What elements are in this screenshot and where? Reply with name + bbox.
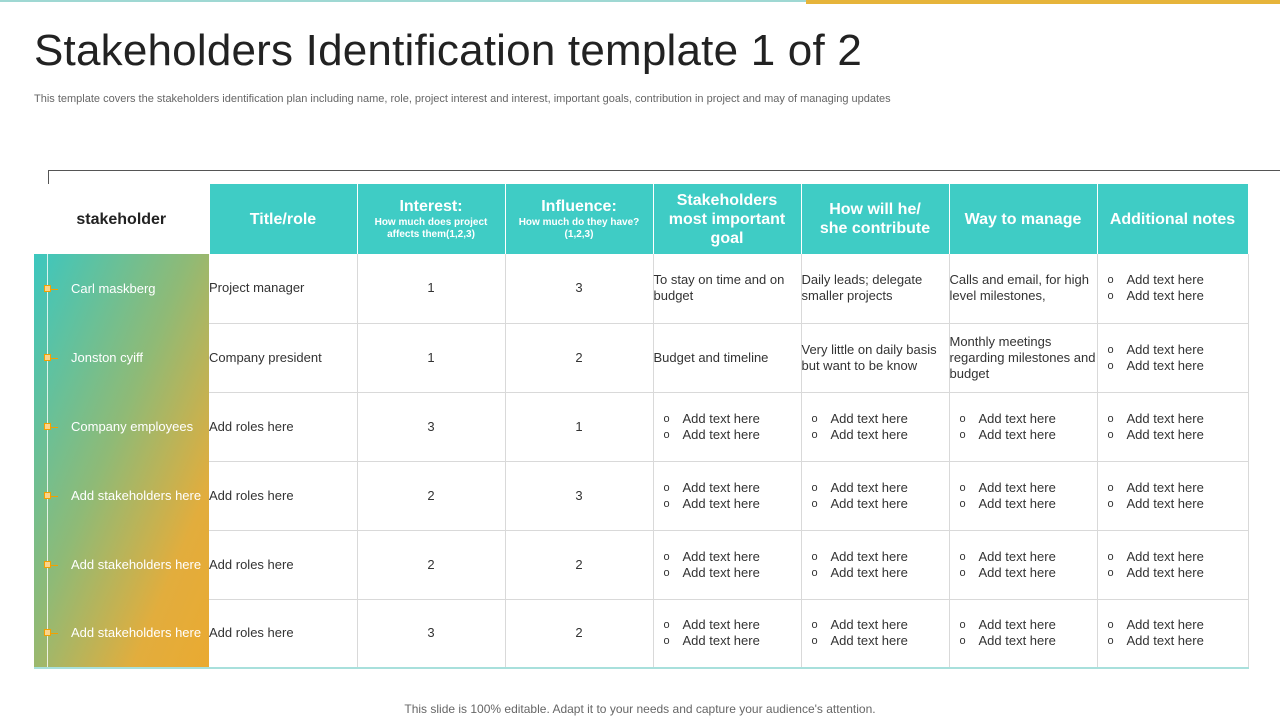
bullet-list xyxy=(654,480,801,512)
bullet-text: Add text here xyxy=(1126,564,1204,580)
bullet-circle-icon: o xyxy=(959,635,966,648)
stakeholder-name: Add stakeholders here xyxy=(71,556,202,572)
bullet-circle-icon: o xyxy=(663,497,670,510)
table-row xyxy=(34,530,1248,599)
bullet-text: Add text here xyxy=(682,410,760,426)
bullet-text: Add text here xyxy=(830,548,908,564)
timeline-connector xyxy=(51,496,58,497)
bullet-circle-icon: o xyxy=(811,619,818,632)
bullet-circle-icon: o xyxy=(1107,566,1114,579)
header-goal: Stakeholders most important goal xyxy=(653,184,801,254)
bullet-text: Add text here xyxy=(978,410,1056,426)
contribute-cell xyxy=(801,530,949,599)
role-cell: Add roles here xyxy=(209,599,357,668)
contribute-cell xyxy=(801,461,949,530)
manage-cell xyxy=(949,530,1097,599)
interest-cell: 2 xyxy=(357,461,505,530)
bullet-item xyxy=(664,565,795,581)
page-title: Stakeholders Identification template 1 of 2 xyxy=(34,26,862,75)
role-cell: Company president xyxy=(209,323,357,392)
bullet-item xyxy=(960,617,1091,633)
table-row xyxy=(34,392,1248,461)
bullet-text: Add text here xyxy=(1126,426,1204,442)
interest-cell: 3 xyxy=(357,599,505,668)
bullet-circle-icon: o xyxy=(811,635,818,648)
header-influence-label: Influence: xyxy=(541,198,617,215)
contribute-cell: Daily leads; delegate smaller projects xyxy=(801,254,949,323)
influence-cell: 1 xyxy=(505,392,653,461)
influence-cell: 2 xyxy=(505,599,653,668)
bullet-item xyxy=(812,633,943,649)
bullet-circle-icon: o xyxy=(663,550,670,563)
bullet-text: Add text here xyxy=(830,564,908,580)
interest-cell: 3 xyxy=(357,392,505,461)
bullet-item xyxy=(960,565,1091,581)
bullet-list xyxy=(654,411,801,443)
notes-cell xyxy=(1097,323,1248,392)
bullet-circle-icon: o xyxy=(663,619,670,632)
bullet-circle-icon: o xyxy=(811,566,818,579)
bullet-item xyxy=(812,549,943,565)
bullet-item xyxy=(664,427,795,443)
notes-cell xyxy=(1097,254,1248,323)
table-row xyxy=(34,323,1248,392)
bullet-text: Add text here xyxy=(978,479,1056,495)
bullet-text: Add text here xyxy=(830,410,908,426)
contribute-cell xyxy=(801,599,949,668)
bullet-circle-icon: o xyxy=(1107,359,1114,372)
bullet-circle-icon: o xyxy=(1107,428,1114,441)
stakeholder-cell xyxy=(34,599,209,668)
bullet-list xyxy=(802,549,949,581)
bullet-circle-icon: o xyxy=(1107,635,1114,648)
bullet-item xyxy=(812,411,943,427)
bullet-text: Add text here xyxy=(978,495,1056,511)
bullet-circle-icon: o xyxy=(1107,497,1114,510)
bullet-item xyxy=(1108,427,1242,443)
goal-cell: To stay on time and on budget xyxy=(653,254,801,323)
bullet-list xyxy=(802,411,949,443)
bullet-circle-icon: o xyxy=(811,412,818,425)
bullet-list xyxy=(950,549,1097,581)
bullet-text: Add text here xyxy=(1126,288,1204,304)
bullet-circle-icon: o xyxy=(959,619,966,632)
interest-cell: 2 xyxy=(357,530,505,599)
influence-cell: 2 xyxy=(505,530,653,599)
bullet-item xyxy=(664,496,795,512)
bullet-item xyxy=(960,427,1091,443)
influence-cell: 2 xyxy=(505,323,653,392)
bullet-circle-icon: o xyxy=(959,428,966,441)
header-contribute: How will he/ she contribute xyxy=(801,184,949,254)
bullet-item xyxy=(960,480,1091,496)
header-influence-sub: How much do they have?(1,2,3) xyxy=(518,217,640,240)
notes-cell xyxy=(1097,530,1248,599)
bullet-text: Add text here xyxy=(978,426,1056,442)
bullet-item xyxy=(960,633,1091,649)
goal-cell xyxy=(653,599,801,668)
bullet-text: Add text here xyxy=(978,633,1056,649)
stakeholders-table xyxy=(34,184,1249,669)
bullet-circle-icon: o xyxy=(1107,412,1114,425)
stakeholder-cell xyxy=(34,461,209,530)
table-frame-top xyxy=(48,170,1280,171)
interest-cell: 1 xyxy=(357,254,505,323)
timeline-node-icon xyxy=(44,629,51,636)
bullet-item xyxy=(960,496,1091,512)
timeline-connector xyxy=(51,633,58,634)
stakeholder-cell xyxy=(34,323,209,392)
bullet-circle-icon: o xyxy=(811,497,818,510)
bullet-circle-icon: o xyxy=(959,497,966,510)
bullet-item xyxy=(1108,633,1242,649)
bullet-text: Add text here xyxy=(1126,548,1204,564)
bullet-item xyxy=(1108,358,1242,374)
bullet-list xyxy=(802,617,949,649)
bullet-list xyxy=(654,549,801,581)
bullet-text: Add text here xyxy=(830,426,908,442)
bullet-circle-icon: o xyxy=(1107,274,1114,287)
top-accent-line-teal xyxy=(0,0,806,2)
bullet-text: Add text here xyxy=(978,617,1056,633)
page-subtitle: This template covers the stakeholders identification plan including name, role, project interest and interest, important goals, contribution in project and may of managing updates xyxy=(34,93,891,105)
timeline-connector xyxy=(51,427,58,428)
bullet-list xyxy=(1098,272,1248,304)
bullet-item xyxy=(1108,496,1242,512)
bullet-text: Add text here xyxy=(682,564,760,580)
bullet-text: Add text here xyxy=(1126,633,1204,649)
bullet-text: Add text here xyxy=(682,426,760,442)
bullet-item xyxy=(664,633,795,649)
role-cell: Add roles here xyxy=(209,530,357,599)
goal-cell xyxy=(653,461,801,530)
bullet-circle-icon: o xyxy=(1107,619,1114,632)
header-additional-notes: Additional notes xyxy=(1097,184,1248,254)
bullet-circle-icon: o xyxy=(1107,343,1114,356)
bullet-circle-icon: o xyxy=(811,481,818,494)
role-cell: Add roles here xyxy=(209,461,357,530)
timeline-node-icon xyxy=(44,285,51,292)
contribute-cell xyxy=(801,392,949,461)
bullet-item xyxy=(1108,342,1242,358)
bullet-item xyxy=(1108,288,1242,304)
bullet-circle-icon: o xyxy=(663,566,670,579)
bullet-circle-icon: o xyxy=(663,481,670,494)
bullet-item xyxy=(812,496,943,512)
stakeholder-name: Carl maskberg xyxy=(71,280,156,296)
bullet-item xyxy=(1108,565,1242,581)
bullet-text: Add text here xyxy=(1126,357,1204,373)
bullet-circle-icon: o xyxy=(959,550,966,563)
stakeholder-cell xyxy=(34,392,209,461)
header-interest-sub: How much does project affects them(1,2,3) xyxy=(374,217,488,240)
bullet-text: Add text here xyxy=(682,617,760,633)
bullet-item xyxy=(1108,617,1242,633)
notes-cell xyxy=(1097,461,1248,530)
manage-cell: Calls and email, for high level milestones, xyxy=(949,254,1097,323)
bullet-list xyxy=(1098,617,1248,649)
bullet-circle-icon: o xyxy=(959,412,966,425)
bullet-item xyxy=(1108,549,1242,565)
bullet-item xyxy=(812,427,943,443)
bullet-item xyxy=(664,549,795,565)
bullet-item xyxy=(1108,480,1242,496)
bullet-circle-icon: o xyxy=(663,635,670,648)
bullet-list xyxy=(802,480,949,512)
timeline-node-icon xyxy=(44,354,51,361)
bullet-list xyxy=(1098,342,1248,374)
manage-cell xyxy=(949,392,1097,461)
bullet-circle-icon: o xyxy=(1107,290,1114,303)
stakeholder-name: Add stakeholders here xyxy=(71,487,202,503)
role-cell: Add roles here xyxy=(209,392,357,461)
bullet-circle-icon: o xyxy=(1107,550,1114,563)
bullet-circle-icon: o xyxy=(811,550,818,563)
bullet-list xyxy=(654,617,801,649)
timeline-node-icon xyxy=(44,492,51,499)
goal-cell xyxy=(653,392,801,461)
bullet-text: Add text here xyxy=(682,479,760,495)
bullet-circle-icon: o xyxy=(1107,481,1114,494)
stakeholder-name: Add stakeholders here xyxy=(71,625,202,640)
bullet-text: Add text here xyxy=(1126,272,1204,288)
bullet-text: Add text here xyxy=(830,617,908,633)
bullet-circle-icon: o xyxy=(959,566,966,579)
contribute-cell: Very little on daily basis but want to be know xyxy=(801,323,949,392)
bullet-item xyxy=(1108,272,1242,288)
bullet-item xyxy=(1108,411,1242,427)
bullet-list xyxy=(950,480,1097,512)
bullet-list xyxy=(950,617,1097,649)
table-row xyxy=(34,599,1248,668)
table-body xyxy=(34,254,1248,668)
bullet-text: Add text here xyxy=(1126,341,1204,357)
manage-cell xyxy=(949,599,1097,668)
footer-note: This slide is 100% editable. Adapt it to your needs and capture your audience's attention. xyxy=(404,702,876,716)
bullet-text: Add text here xyxy=(978,564,1056,580)
bullet-circle-icon: o xyxy=(663,412,670,425)
bullet-text: Add text here xyxy=(682,495,760,511)
bullet-item xyxy=(960,411,1091,427)
bullet-circle-icon: o xyxy=(663,428,670,441)
header-way-to-manage: Way to manage xyxy=(949,184,1097,254)
bullet-text: Add text here xyxy=(1126,617,1204,633)
bullet-text: Add text here xyxy=(682,633,760,649)
stakeholder-cell xyxy=(34,254,209,323)
bullet-text: Add text here xyxy=(830,633,908,649)
goal-cell: Budget and timeline xyxy=(653,323,801,392)
bullet-text: Add text here xyxy=(830,479,908,495)
bullet-list xyxy=(950,411,1097,443)
influence-cell: 3 xyxy=(505,461,653,530)
header-stakeholder: stakeholder xyxy=(34,184,209,254)
manage-cell xyxy=(949,461,1097,530)
header-interest xyxy=(357,184,505,254)
goal-cell xyxy=(653,530,801,599)
notes-cell xyxy=(1097,392,1248,461)
timeline-node-icon xyxy=(44,561,51,568)
stakeholder-name: Company employees xyxy=(71,418,194,434)
timeline-connector xyxy=(51,289,58,290)
bullet-text: Add text here xyxy=(1126,479,1204,495)
stakeholder-cell xyxy=(34,530,209,599)
table-row xyxy=(34,254,1248,323)
bullet-item xyxy=(664,411,795,427)
bullet-item xyxy=(960,549,1091,565)
bullet-list xyxy=(1098,411,1248,443)
bullet-circle-icon: o xyxy=(959,481,966,494)
bullet-item xyxy=(812,480,943,496)
stakeholder-name: Jonston cyiff xyxy=(71,349,144,365)
influence-cell: 3 xyxy=(505,254,653,323)
role-cell: Project manager xyxy=(209,254,357,323)
bullet-item xyxy=(664,480,795,496)
bullet-text: Add text here xyxy=(1126,495,1204,511)
bullet-item xyxy=(664,617,795,633)
bullet-list xyxy=(1098,480,1248,512)
notes-cell xyxy=(1097,599,1248,668)
timeline-node-icon xyxy=(44,423,51,430)
table-header-row xyxy=(34,184,1248,254)
timeline-connector xyxy=(51,565,58,566)
header-influence xyxy=(505,184,653,254)
table-row xyxy=(34,461,1248,530)
top-accent-line-gold xyxy=(806,0,1280,4)
manage-cell: Monthly meetings regarding milestones and budget xyxy=(949,323,1097,392)
bullet-text: Add text here xyxy=(978,548,1056,564)
bullet-item xyxy=(812,565,943,581)
bullet-text: Add text here xyxy=(1126,410,1204,426)
bullet-item xyxy=(812,617,943,633)
interest-cell: 1 xyxy=(357,323,505,392)
bullet-text: Add text here xyxy=(682,548,760,564)
bullet-circle-icon: o xyxy=(811,428,818,441)
bullet-text: Add text here xyxy=(830,495,908,511)
header-interest-label: Interest: xyxy=(399,198,463,215)
timeline-connector xyxy=(51,358,58,359)
header-title-role: Title/role xyxy=(209,184,357,254)
bullet-list xyxy=(1098,549,1248,581)
